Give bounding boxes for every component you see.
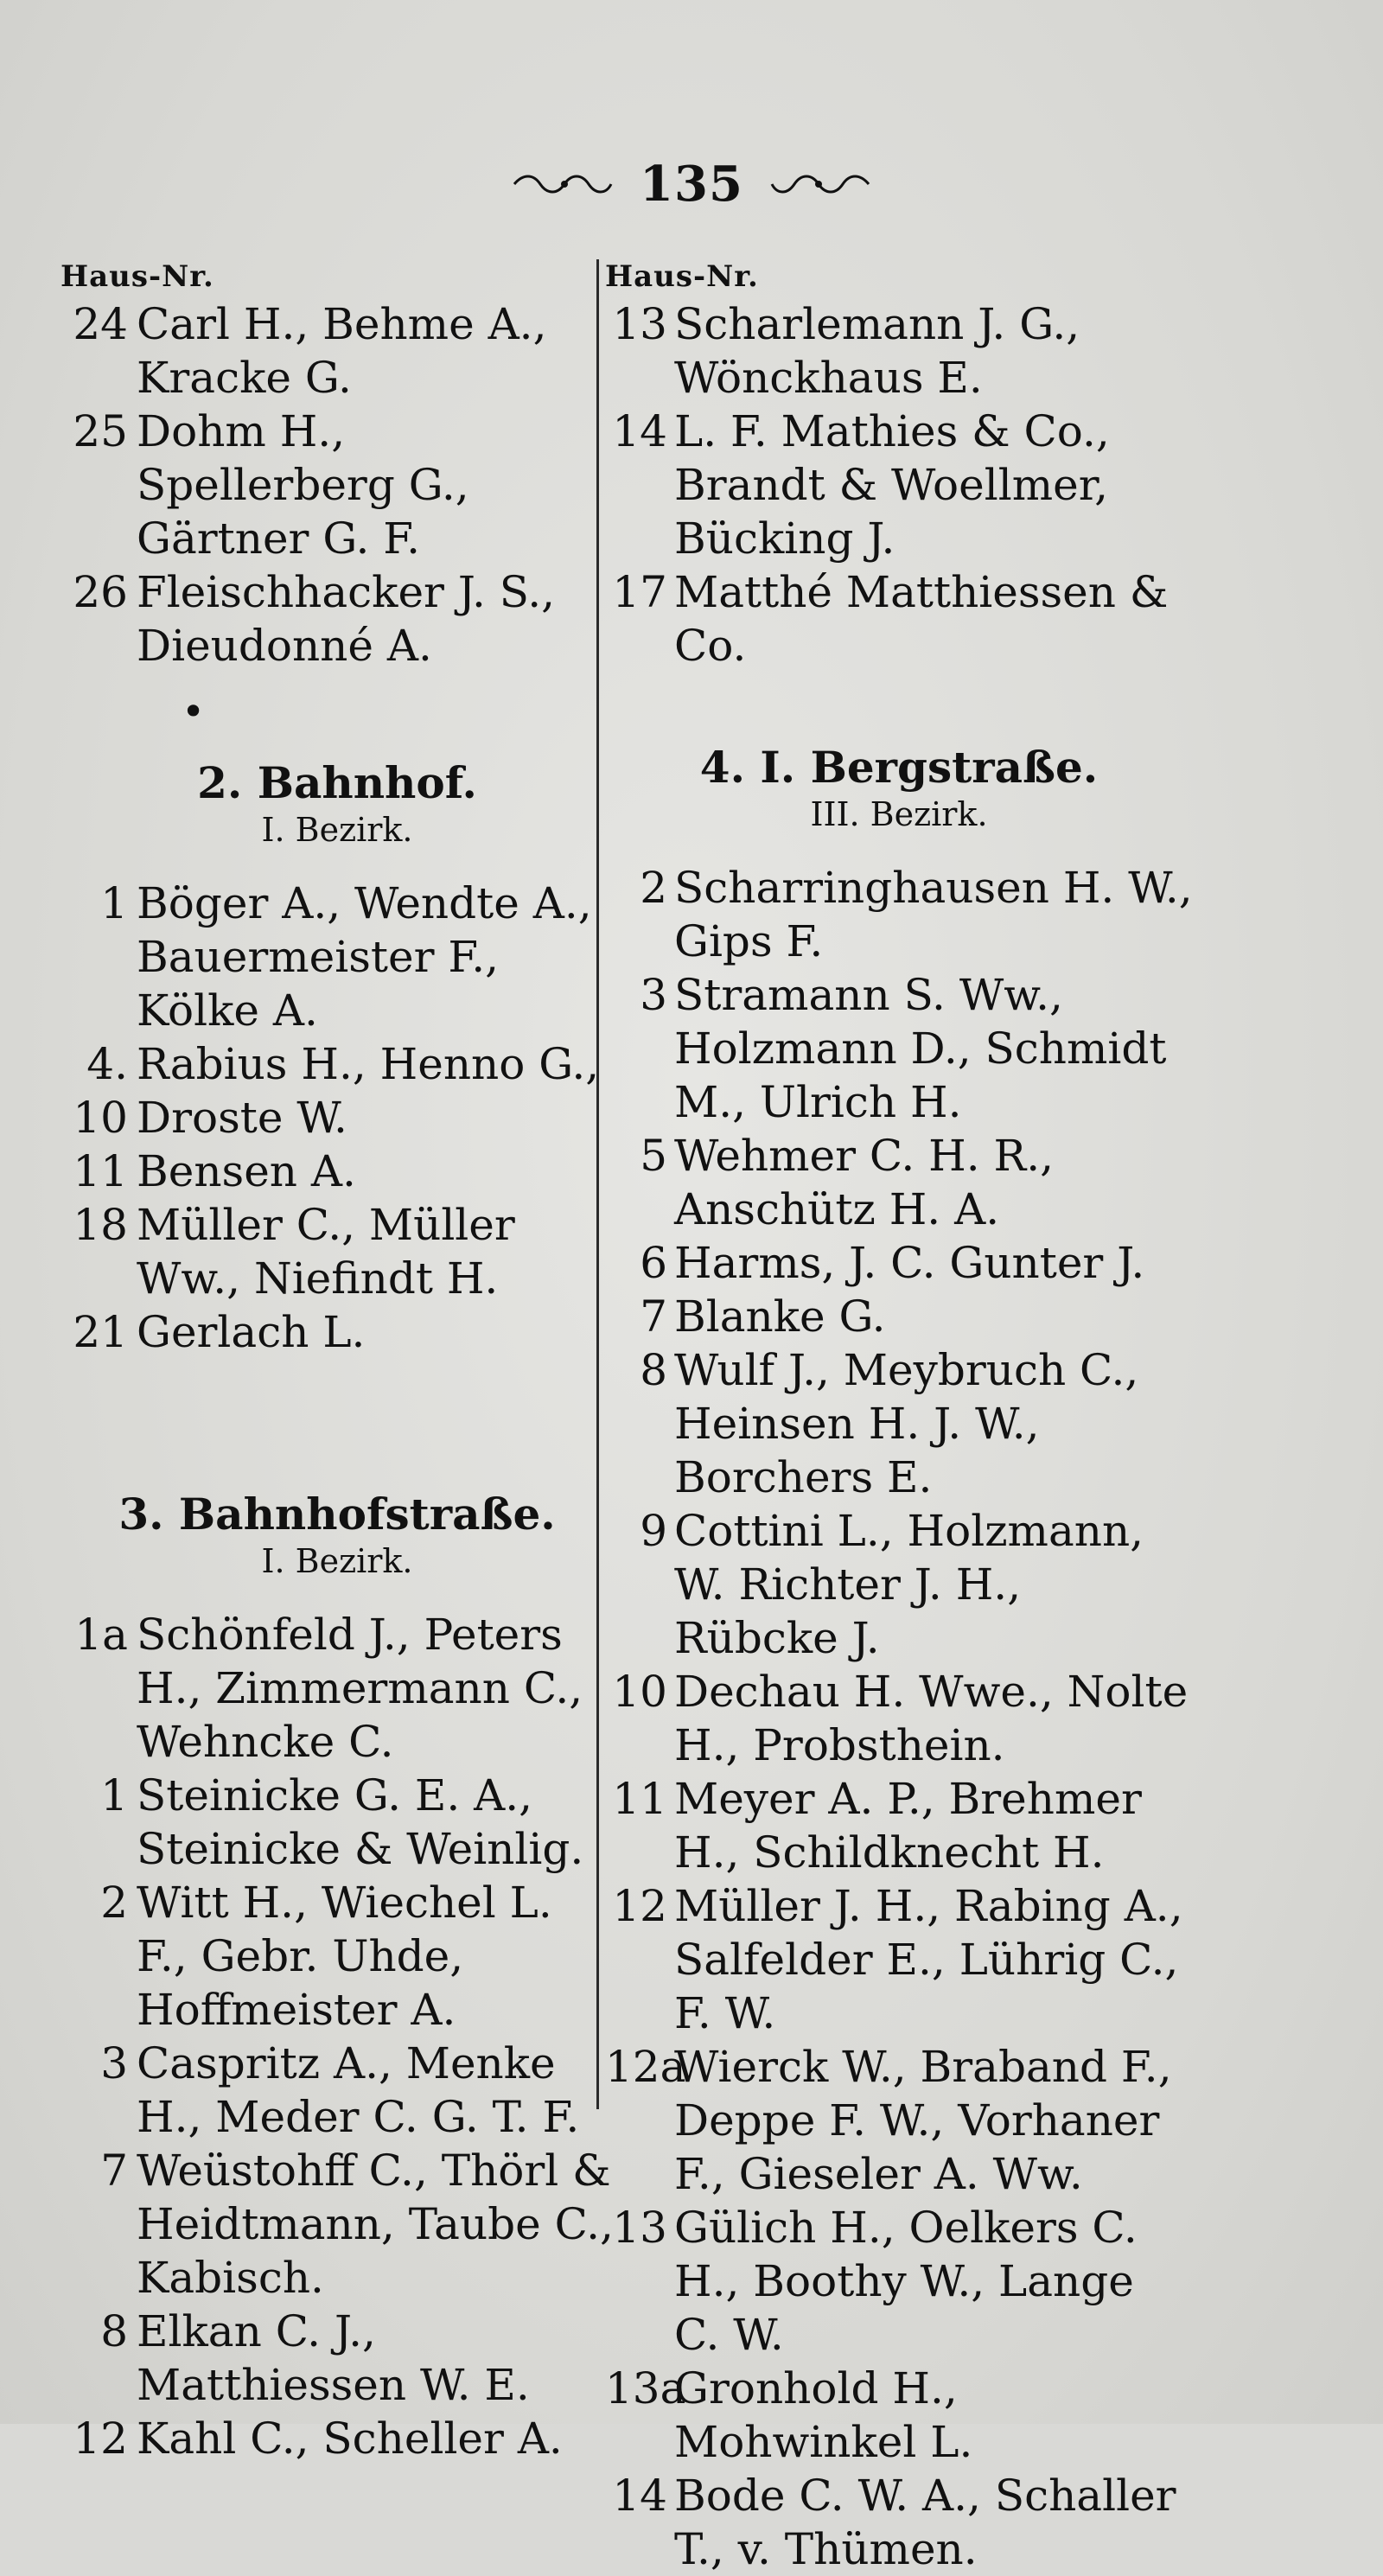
street-heading: 3. Bahnhofstraße.	[118, 1489, 556, 1540]
page-header	[0, 156, 1383, 213]
list-item: 6 Harms, J. C. Gunter J.	[640, 1238, 1145, 1288]
list-item: 18 Müller C., Müller Ww., Niefindt H.	[73, 1200, 515, 1304]
list-item: 26 Fleischhacker J. S., Dieudonné A.	[73, 567, 556, 671]
right-column	[605, 259, 1193, 2576]
list-item: 11 Meyer A. P., Brehmer H., Schildknecht H.	[612, 1774, 1142, 1878]
list-item: 13a Gronhold H., Mohwinkel L.	[605, 2363, 973, 2467]
list-item: 13 Scharlemann J. G., Wönckhaus E.	[612, 299, 1080, 403]
list-item: 5 Wehmer C. H. R., Anschütz H. A.	[640, 1131, 1054, 1234]
list-item: 2 Witt H., Wiechel L. F., Gebr. Uhde, Hoffmeister A.	[100, 1878, 552, 2035]
list-item: 4. Rabius H., Henno G.,	[86, 1039, 600, 1089]
district-label: III. Bezirk.	[810, 795, 988, 833]
street-heading: 2. Bahnhof.	[197, 757, 477, 808]
list-item: 12 Kahl C., Scheller A.	[73, 2413, 563, 2464]
house-number-header: Haus-Nr.	[61, 259, 214, 294]
bullet-mark: •	[182, 688, 206, 735]
list-item: 1a Schönfeld J., Peters H., Zimmermann C., Wehncke C.	[74, 1610, 583, 1767]
list-item: 24 Carl H., Behme A., Kracke G.	[73, 299, 547, 403]
left-column	[61, 259, 614, 2465]
list-item: 3 Caspritz A., Menke H., Meder C. G. T. F.	[100, 2038, 580, 2142]
district-label: I. Bezirk.	[261, 811, 413, 849]
page-number: 135	[640, 156, 743, 213]
street-heading: 4. I. Bergstraße.	[699, 742, 1099, 793]
house-number-header: Haus-Nr.	[605, 259, 759, 294]
list-item: 2 Scharringhausen H. W., Gips F.	[640, 863, 1193, 966]
list-item: 12 Müller J. H., Rabing A., Salfelder E., Lührig C., F. W.	[612, 1881, 1183, 2038]
list-item: 11 Bensen A.	[73, 1146, 356, 1196]
right-ornament-icon	[768, 171, 872, 197]
list-item: 9 Cottini L., Holzmann, W. Richter J. H., Rübcke J.	[640, 1506, 1144, 1663]
list-item: 1 Steinicke G. E. A., Steinicke & Weinlig.	[100, 1770, 584, 1874]
left-ornament-icon	[511, 171, 615, 197]
list-item: 8 Elkan C. J., Matthiessen W. E.	[100, 2306, 530, 2410]
list-item: 7 Blanke G.	[640, 1291, 886, 1342]
district-label: I. Bezirk.	[261, 1542, 413, 1580]
list-item: 10 Droste W.	[73, 1093, 347, 1143]
list-item: 25 Dohm H., Spellerberg G., Gärtner G. F.	[73, 406, 469, 564]
list-item: 21 Gerlach L.	[73, 1307, 366, 1357]
list-item: 3 Stramann S. Ww., Holzmann D., Schmidt M., Ulrich H.	[640, 970, 1167, 1127]
list-item: 14 L. F. Mathies & Co., Brandt & Woellmer, Bücking J.	[612, 406, 1110, 564]
list-item: 13 Gülich H., Oelkers C. H., Boothy W., Lange C. W.	[612, 2203, 1138, 2360]
list-item: 10 Dechau H. Wwe., Nolte H., Probsthein.	[612, 1667, 1189, 1770]
list-item: 12a Wierck W., Braband F., Deppe F. W., Vorhaner F., Gieseler A. Ww.	[605, 2042, 1172, 2199]
list-item: 8 Wulf J., Meybruch C., Heinsen H. J. W., Borchers E.	[640, 1345, 1139, 1502]
list-item: 17 Matthé Matthiessen & Co.	[612, 567, 1169, 671]
list-item: 1 Böger A., Wendte A., Bauermeister F., Kölke A.	[100, 878, 592, 1036]
list-item: 14 Bode C. W. A., Schaller T., v. Thümen.	[612, 2471, 1176, 2574]
list-item: 7 Weüstohff C., Thörl & Heidtmann, Taube C., Kabisch.	[100, 2146, 614, 2303]
